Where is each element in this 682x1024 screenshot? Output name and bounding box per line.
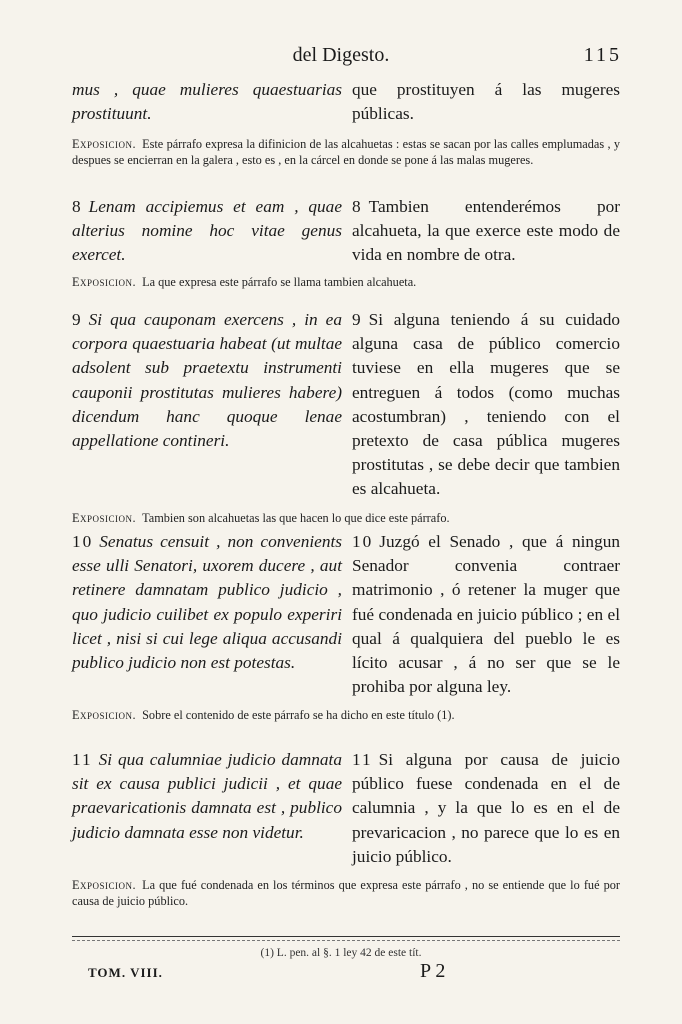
spanish-text: 8 Tambien entenderémos por alcahueta, la que exerce este modo de vida en nombre de otra. bbox=[352, 197, 620, 265]
paragraph-number: 11 bbox=[352, 750, 373, 769]
paragraph-number: 10 bbox=[352, 532, 374, 551]
signature-mark: P 2 bbox=[420, 960, 446, 982]
paragraph-number: 9 bbox=[352, 310, 363, 329]
spanish-text: 9 Si alguna teniendo á su cuidado alguna casa de público comercio tuviese en ella mugeres que se entreguen á todos (como muchas acostumbran) , teniendo con el pretexto de casa pública mugeres prostitutas , se debe decir que tambien es alcahueta. bbox=[352, 310, 620, 499]
exposicion-text: Sobre el contenido de este párrafo se ha dicho en este título (1). bbox=[142, 708, 455, 723]
page-number: 115 bbox=[583, 44, 622, 66]
exposicion-label: Exposicion. bbox=[72, 878, 137, 893]
paragraph-8 bbox=[72, 195, 620, 290]
paragraph-number: 8 bbox=[72, 197, 83, 216]
exposicion-text: Tambien son alcahuetas las que hacen lo que dice este párrafo. bbox=[142, 510, 450, 525]
paragraph-11 bbox=[72, 748, 620, 909]
volume-label: TOM. VIII. bbox=[88, 965, 163, 980]
running-title: del Digesto. bbox=[292, 44, 390, 66]
paragraph-10 bbox=[72, 530, 620, 723]
exposicion-label: Exposicion. bbox=[72, 510, 137, 525]
spanish-text: que prostituyen á las mugeres públicas. bbox=[352, 80, 620, 124]
exposicion-text: Este párrafo expresa la difinicion de las alcahuetas : estas se sacan por las calles emplumadas , y despues se encierran en la galera , esto es , en la cárcel en donde se pone á las malas mugeres. bbox=[72, 137, 620, 168]
paragraph-number: 8 bbox=[352, 197, 363, 216]
exposicion bbox=[72, 877, 620, 909]
paragraph-number: 9 bbox=[72, 310, 83, 329]
exposicion-label: Exposicion. bbox=[72, 708, 137, 723]
paragraph-7-continuation bbox=[72, 78, 620, 168]
footnote: (1) L. pen. al §. 1 ley 42 de este tít. bbox=[260, 947, 422, 959]
exposicion-text: La que expresa este párrafo se llama tambien alcahueta. bbox=[142, 274, 417, 289]
exposicion bbox=[72, 136, 620, 168]
exposicion bbox=[72, 510, 620, 526]
paragraph-9 bbox=[72, 308, 620, 526]
paragraph-number: 10 bbox=[72, 532, 94, 551]
footnote-rule bbox=[72, 936, 620, 937]
footnote-rule-dashed bbox=[72, 940, 620, 941]
paragraph-number: 11 bbox=[72, 750, 93, 769]
latin-text: 8 Lenam accipiemus et eam , quae alterius nomine hoc vitae genus exercet. bbox=[72, 197, 342, 265]
latin-text: 11 Si qua calumniae judicio damnata sit ex causa publici judicii , et quae praevaricationis damnata est , publico judicio damnata esse non videtur. bbox=[72, 750, 342, 842]
exposicion-label: Exposicion. bbox=[72, 274, 137, 289]
page-header bbox=[0, 44, 682, 74]
exposicion bbox=[72, 274, 620, 290]
spanish-text: 11 Si alguna por causa de juicio público fuese condenada en el de calumnia , y la que lo es en el de prevaricacion , no parece que lo es en juicio público. bbox=[352, 750, 620, 866]
latin-text: 10 Senatus censuit , non convenients esse ulli Senatori, uxorem ducere , aut retinere damnatam publico judicio , quo judicio cuilibet ex populo experiri licet , nisi si cui lege aliqua accusandi publico judicio non est potestas. bbox=[72, 532, 342, 673]
spanish-text: 10 Juzgó el Senado , que á ningun Senador convenia contraer matrimonio , ó retener la muger que fué condenada en juicio público ; en el qual á qualquiera del pueblo le es lícito acusar , á no ser que se le prohiba por alguna ley. bbox=[352, 532, 620, 697]
exposicion-label: Exposicion. bbox=[72, 137, 137, 152]
latin-text: mus , quae mulieres quaestuarias prostituunt. bbox=[72, 80, 342, 124]
exposicion bbox=[72, 707, 620, 723]
latin-text: 9 Si qua cauponam exercens , in ea corpora quaestuaria habeat (ut multae adsolent sub praetextu instrumenti cauponii prostitutas mulieres habere) dicendum hanc quoque lenae appellatione contineri. bbox=[72, 310, 342, 451]
exposicion-text: La que fué condenada en los términos que expresa este párrafo , no se entiende que lo fué por causa de juicio público. bbox=[72, 878, 620, 909]
